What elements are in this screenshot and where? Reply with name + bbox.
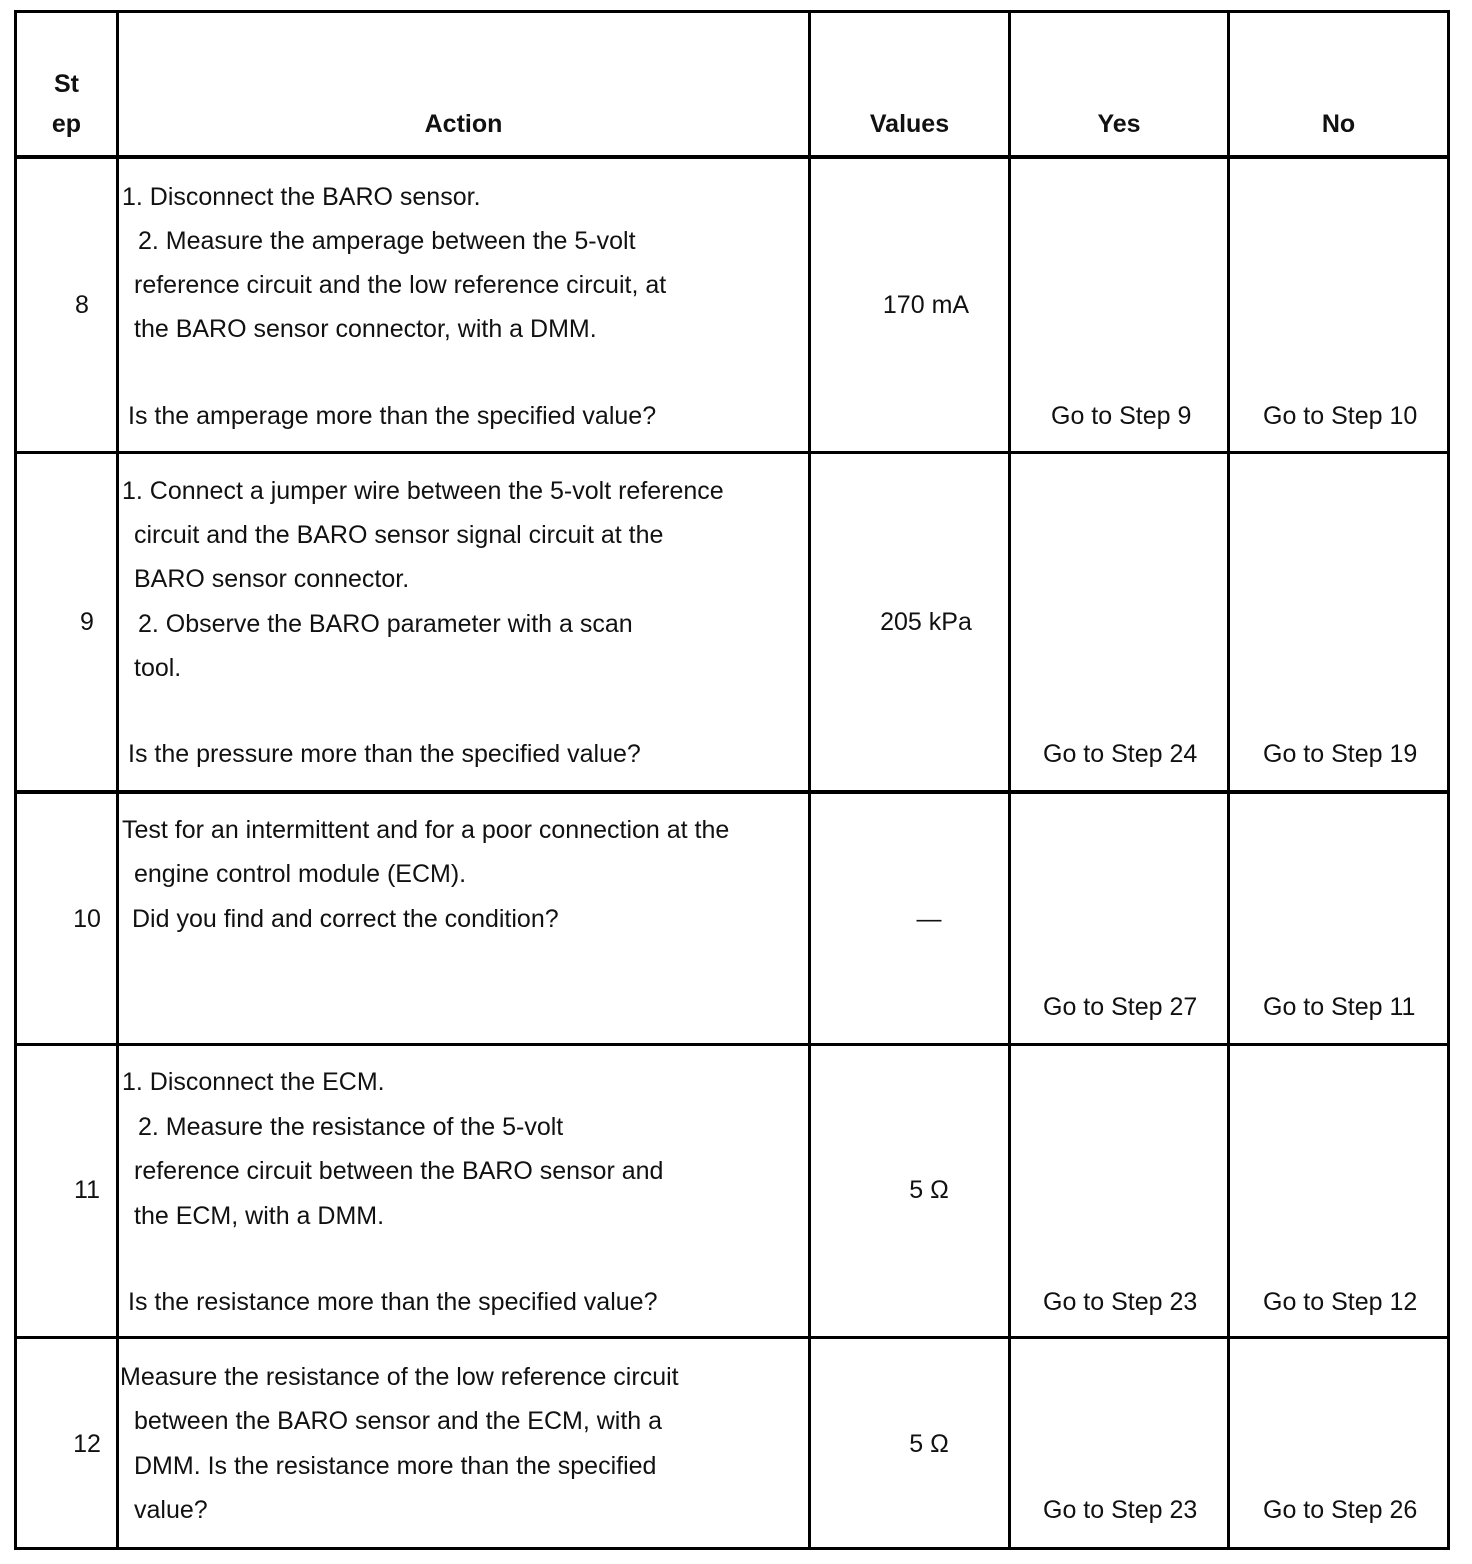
no-result: Go to Step 10: [1263, 402, 1418, 430]
yes-result: Go to Step 23: [1043, 1288, 1198, 1316]
table-border-left: [14, 10, 17, 1550]
action-line: Measure the resistance of the low reference circuit: [120, 1363, 679, 1391]
row-divider: [14, 790, 1450, 794]
no-result: Go to Step 19: [1263, 740, 1418, 768]
action-line: DMM. Is the resistance more than the specified: [134, 1452, 657, 1480]
header-action: Action: [424, 110, 503, 138]
action-question: Is the amperage more than the specified value?: [128, 402, 657, 430]
spec-value: 205 kPa: [880, 608, 972, 636]
action-line: circuit and the BARO sensor signal circuit at the: [134, 521, 664, 549]
step-number: 12: [73, 1430, 101, 1458]
spec-value: 170 mA: [882, 291, 970, 319]
no-result: Go to Step 12: [1263, 1288, 1418, 1316]
action-line: 1. Disconnect the BARO sensor.: [122, 183, 481, 211]
spec-value: 5 Ω: [909, 1176, 949, 1204]
yes-result: Go to Step 27: [1043, 993, 1198, 1021]
header-values: Values: [869, 110, 950, 138]
header-no: No: [1321, 110, 1356, 138]
action-question: Is the pressure more than the specified value?: [128, 740, 641, 768]
header-step: [17, 64, 116, 144]
header-step-line1: St: [54, 70, 79, 98]
action-line: 1. Connect a jumper wire between the 5-volt reference: [122, 477, 724, 505]
action-line: the BARO sensor connector, with a DMM.: [134, 315, 597, 343]
table-border-top: [14, 10, 1450, 13]
no-result: Go to Step 26: [1263, 1496, 1418, 1524]
col-divider: [808, 10, 811, 1550]
col-divider: [1008, 10, 1011, 1550]
action-line: 2. Measure the resistance of the 5-volt: [138, 1113, 564, 1141]
action-line: reference circuit between the BARO sensor and: [134, 1157, 664, 1185]
spec-value: —: [916, 905, 942, 933]
spec-value: 5 Ω: [909, 1430, 949, 1458]
action-line: tool.: [134, 654, 182, 682]
col-divider: [1227, 10, 1230, 1550]
step-number: 8: [75, 291, 89, 319]
action-line: 2. Measure the amperage between the 5-volt: [138, 227, 636, 255]
header-step-line2: ep: [51, 110, 82, 138]
table-border-right: [1447, 10, 1450, 1550]
action-line: Test for an intermittent and for a poor connection at the: [122, 816, 730, 844]
action-line: engine control module (ECM).: [134, 860, 467, 888]
action-line: reference circuit and the low reference circuit, at: [134, 271, 667, 299]
row-divider: [14, 1336, 1450, 1339]
action-line: 1. Disconnect the ECM.: [122, 1068, 385, 1096]
yes-result: Go to Step 23: [1043, 1496, 1198, 1524]
action-line: Did you find and correct the condition?: [132, 905, 559, 933]
step-number: 9: [80, 608, 94, 636]
no-result: Go to Step 11: [1263, 993, 1416, 1021]
row-divider: [14, 451, 1450, 454]
step-number: 11: [74, 1176, 100, 1204]
action-line: between the BARO sensor and the ECM, with a: [134, 1407, 663, 1435]
header-yes: Yes: [1097, 110, 1141, 138]
yes-result: Go to Step 24: [1043, 740, 1198, 768]
action-line: 2. Observe the BARO parameter with a scan: [138, 610, 633, 638]
row-divider: [14, 155, 1450, 159]
yes-result: Go to Step 9: [1051, 402, 1192, 430]
table-border-bottom: [14, 1547, 1450, 1550]
action-line: BARO sensor connector.: [134, 565, 410, 593]
action-line: the ECM, with a DMM.: [134, 1202, 385, 1230]
row-divider: [14, 1043, 1450, 1046]
diagnostic-table: [14, 10, 1450, 1550]
step-number: 10: [73, 905, 101, 933]
action-question: Is the resistance more than the specified value?: [128, 1288, 658, 1316]
action-line: value?: [134, 1496, 208, 1524]
col-divider: [116, 10, 119, 1550]
